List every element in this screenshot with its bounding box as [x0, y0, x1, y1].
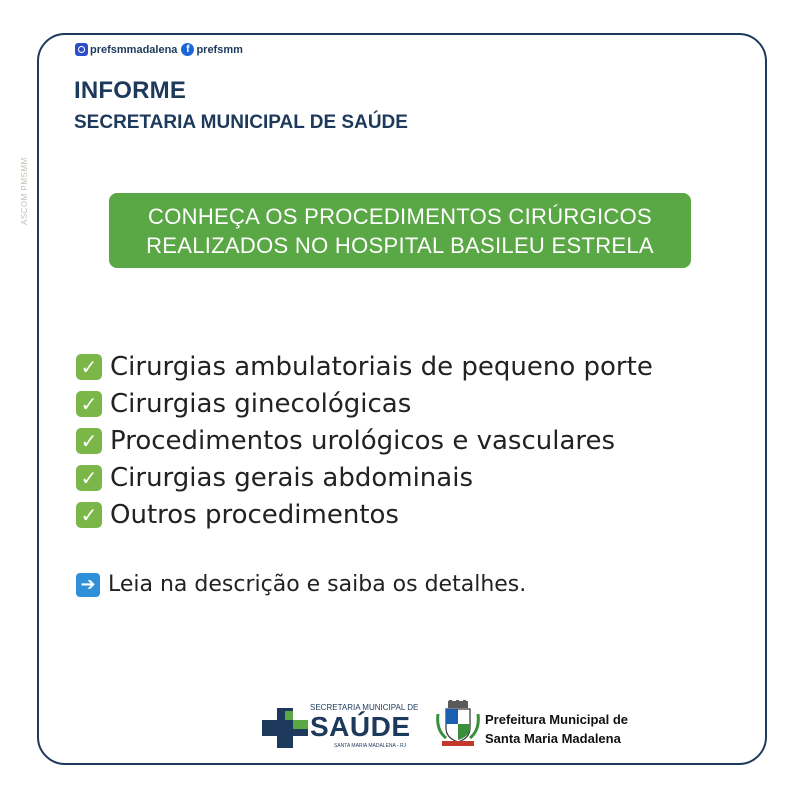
- page-title: INFORME: [74, 77, 187, 104]
- check-icon: ✓: [76, 465, 102, 491]
- facebook-icon: f: [181, 43, 194, 56]
- facebook-handle: prefsmm: [196, 43, 243, 56]
- procedure-label: Outros procedimentos: [110, 499, 399, 530]
- check-icon: ✓: [76, 502, 102, 528]
- prefeitura-line-2: Santa Maria Madalena: [485, 731, 621, 746]
- list-item: [76, 385, 653, 422]
- banner-line-1: CONHEÇA OS PROCEDIMENTOS CIRÚRGICOS: [148, 203, 652, 229]
- procedure-label: Cirurgias ambulatoriais de pequeno porte: [110, 351, 653, 382]
- list-item: [76, 459, 653, 496]
- social-handles: [75, 43, 243, 56]
- list-item: [76, 496, 653, 533]
- page-subtitle: SECRETARIA MUNICIPAL DE SAÚDE: [74, 112, 408, 133]
- saude-logo: [262, 700, 419, 752]
- list-item: [76, 348, 653, 385]
- prefeitura-label: [485, 710, 628, 748]
- procedure-label: Cirurgias gerais abdominais: [110, 462, 473, 493]
- procedures-list: [76, 348, 653, 533]
- procedure-label: Cirurgias ginecológicas: [110, 388, 412, 419]
- instagram-handle: prefsmmadalena: [90, 43, 178, 56]
- check-icon: ✓: [76, 391, 102, 417]
- note-text: Leia na descrição e saiba os detalhes.: [108, 572, 527, 597]
- check-icon: ✓: [76, 428, 102, 454]
- list-item: [76, 422, 653, 459]
- check-icon: ✓: [76, 354, 102, 380]
- procedure-label: Procedimentos urológicos e vasculares: [110, 425, 616, 456]
- prefeitura-line-1: Prefeitura Municipal de: [485, 712, 629, 727]
- instagram-icon: [75, 43, 88, 56]
- saude-logo-big: SAÚDE: [310, 711, 411, 742]
- health-cross-icon: [262, 708, 308, 748]
- arrow-right-icon: ➔: [76, 573, 100, 597]
- headline-banner: [109, 193, 691, 268]
- saude-logo-top: SECRETARIA MUNICIPAL DE: [310, 703, 419, 712]
- description-note: [76, 572, 526, 597]
- saude-logo-small: SANTA MARIA MADALENA - RJ: [334, 743, 407, 749]
- side-credit: ASCOM PMSMM: [20, 157, 29, 225]
- banner-line-2: REALIZADOS NO HOSPITAL BASILEU ESTRELA: [146, 232, 654, 258]
- municipal-crest-icon: [436, 700, 480, 748]
